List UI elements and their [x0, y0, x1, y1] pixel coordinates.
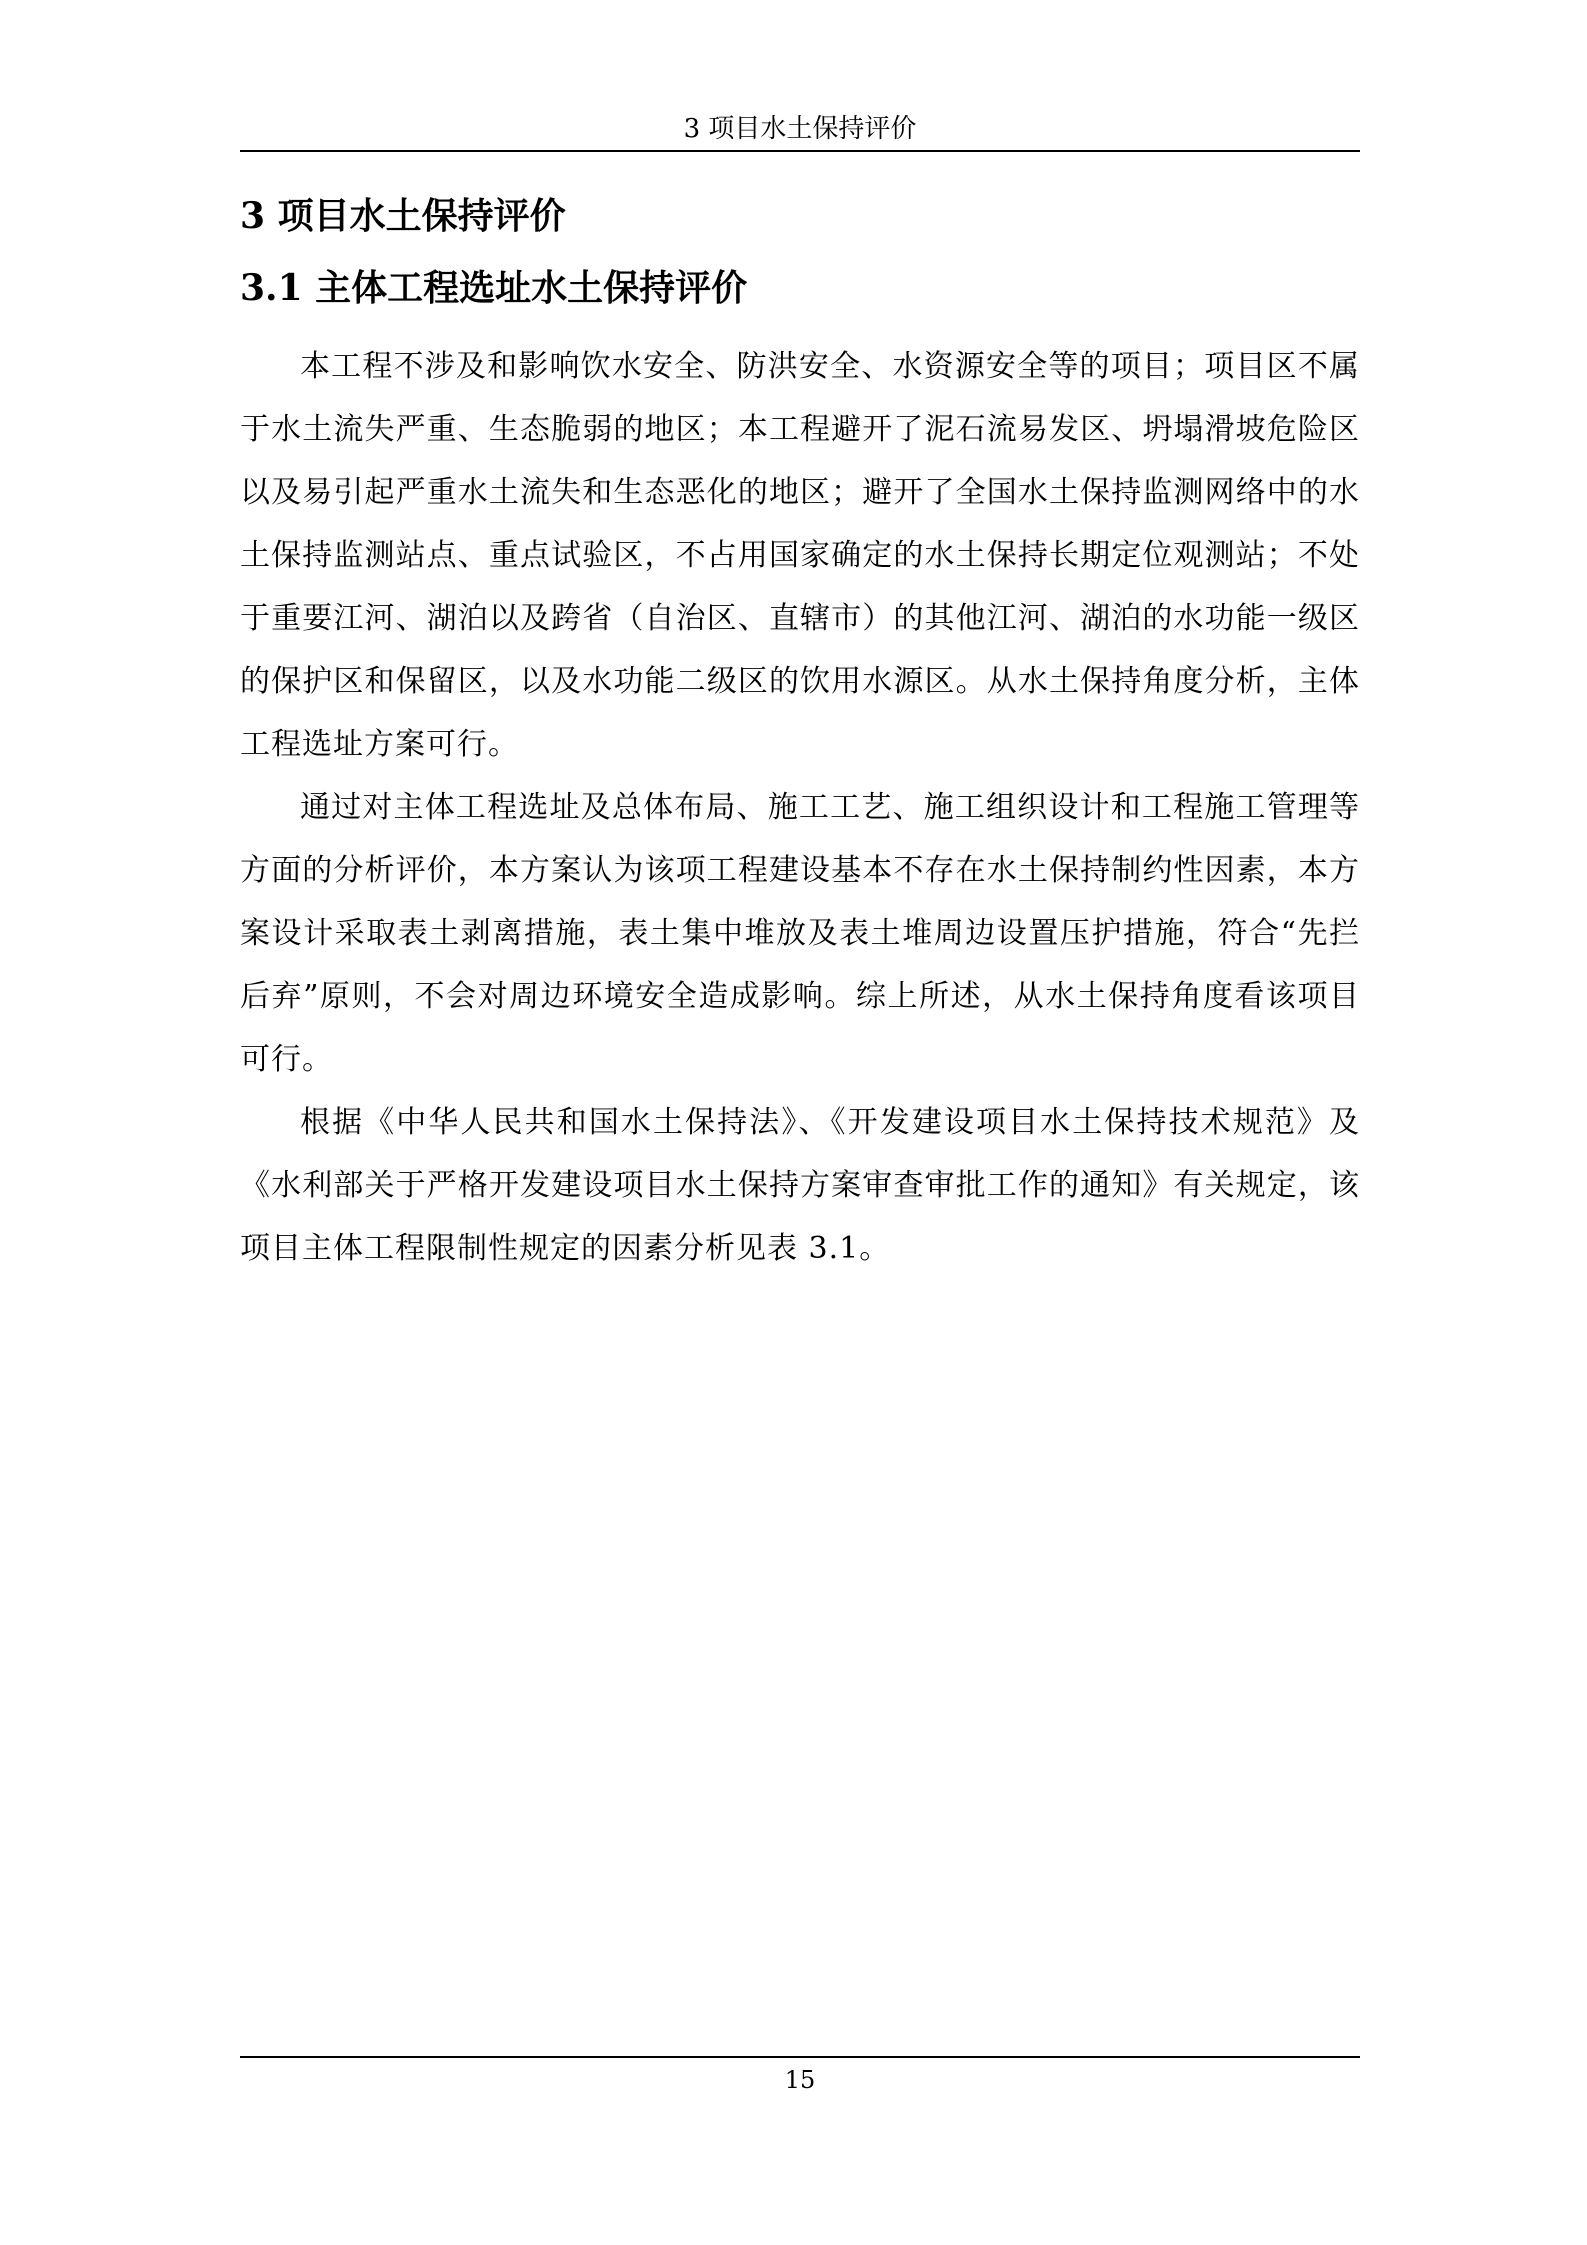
paragraph-site-selection: 本工程不涉及和影响饮水安全、防洪安全、水资源安全等的项目；项目区不属于水土流失严重、生态脆弱的地区；本工程避开了泥石流易发区、坍塌滑坡危险区以及易引起严重水土流失和生态恶化的地区；避开了全国水土保持监测网络中的水土保持监测站点、重点试验区，不占用国家确定的水土保持长期定位观测站；不处于重要江河、湖泊以及跨省（自治区、直辖市）的其他江河、湖泊的水功能一级区的保护区和保留区，以及水功能二级区的饮用水源区。从水土保持角度分析，主体工程选址方案可行。	[240, 349, 1360, 762]
paragraph-analysis: 通过对主体工程选址及总体布局、施工工艺、施工组织设计和工程施工管理等方面的分析评价，本方案认为该项工程建设基本不存在水土保持制约性因素，本方案设计采取表土剥离措施，表土集中堆放及表土堆周边设置压护措施，符合“先拦后弃”原则，不会对周边环境安全造成影响。综上所述，从水土保持角度看该项目可行。	[240, 790, 1360, 1077]
page-number: 15	[784, 2066, 816, 2094]
section-heading: 3.1 主体工程选址水土保持评价	[240, 267, 748, 309]
paragraph-regulations: 根据《中华人民共和国水土保持法》、《开发建设项目水土保持技术规范》及《水利部关于严格开发建设项目水土保持方案审查审批工作的通知》有关规定，该项目主体工程限制性规定的因素分析见表 3.1。	[240, 1105, 1360, 1266]
body-text	[240, 335, 1360, 1280]
running-header: 3 项目水土保持评价	[683, 114, 917, 144]
header-divider	[240, 150, 1360, 152]
chapter-heading: 3 项目水土保持评价	[240, 195, 566, 237]
footer-divider	[240, 2056, 1360, 2058]
